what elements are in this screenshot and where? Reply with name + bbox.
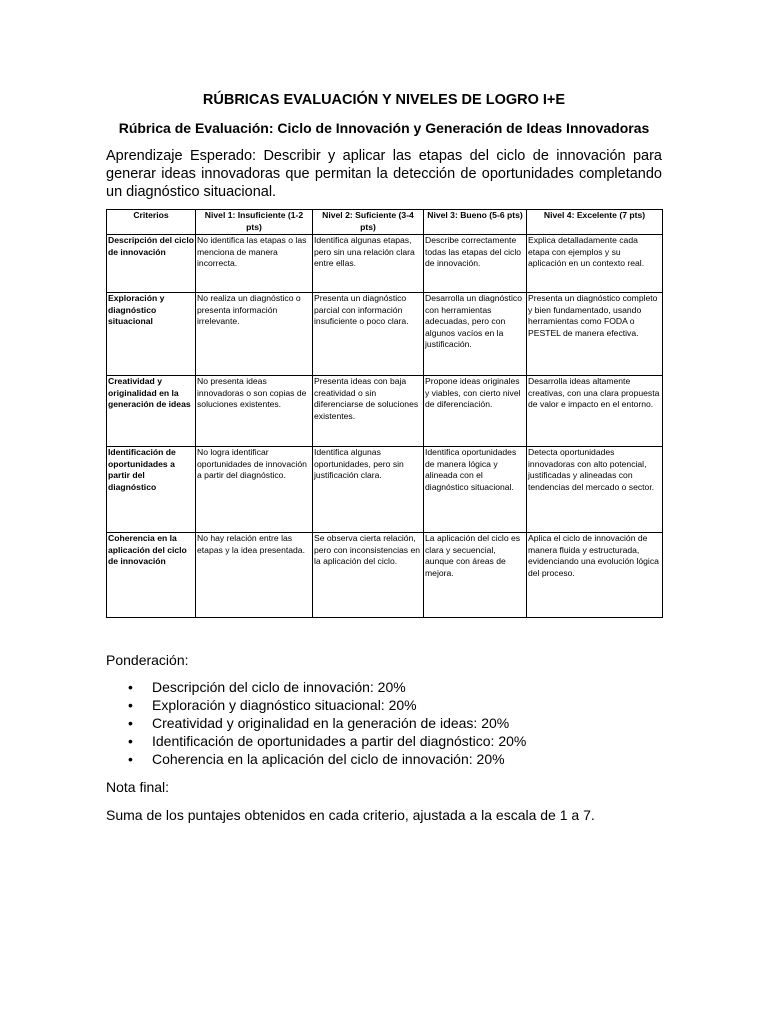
level-4-cell: Detecta oportunidades innovadoras con alto potencial, justificadas y alineadas con tendencias del mercado o sector. <box>527 447 663 533</box>
learning-outcome-paragraph: Aprendizaje Esperado: Describir y aplicar las etapas del ciclo de innovación para generar ideas innovadoras que permitan la detección de oportunidades completando un diagnóstico situacional. <box>106 148 662 200</box>
level-3-cell: Propone ideas originales y viables, con cierto nivel de diferenciación. <box>424 376 527 447</box>
header-nivel-3: Nivel 3: Bueno (5-6 pts) <box>424 210 527 235</box>
header-nivel-4: Nivel 4: Excelente (7 pts) <box>527 210 663 235</box>
weighting-item-text: Descripción del ciclo de innovación: 20% <box>152 679 406 695</box>
list-item <box>106 696 666 714</box>
weighting-item-text: Exploración y diagnóstico situacional: 20% <box>152 697 417 713</box>
criterion-cell: Coherencia en la aplicación del ciclo de innovación <box>107 533 196 618</box>
bullet-icon: • <box>128 751 133 767</box>
bullet-icon: • <box>128 715 133 731</box>
level-2-cell: Identifica algunas etapas, pero sin una relación clara entre ellas. <box>313 235 424 293</box>
weighting-item-text: Coherencia en la aplicación del ciclo de innovación: 20% <box>152 751 505 767</box>
level-4-cell: Presenta un diagnóstico completo y bien fundamentado, usando herramientas como FODA o PESTEL de manera efectiva. <box>527 293 663 376</box>
list-item <box>106 714 666 732</box>
list-item <box>106 678 666 696</box>
header-nivel-1: Nivel 1: Insuficiente (1-2 pts) <box>196 210 313 235</box>
rubric-table <box>106 209 663 618</box>
level-4-cell: Explica detalladamente cada etapa con ejemplos y su aplicación en un contexto real. <box>527 235 663 293</box>
table-row <box>107 376 663 447</box>
header-criterios: Criterios <box>107 210 196 235</box>
level-2-cell: Presenta ideas con baja creatividad o sin diferenciarse de soluciones existentes. <box>313 376 424 447</box>
bullet-icon: • <box>128 733 133 749</box>
criterion-cell: Exploración y diagnóstico situacional <box>107 293 196 376</box>
level-1-cell: No hay relación entre las etapas y la idea presentada. <box>196 533 313 618</box>
level-3-cell: Describe correctamente todas las etapas del ciclo de innovación. <box>424 235 527 293</box>
bullet-icon: • <box>128 679 133 695</box>
criterion-cell: Descripción del ciclo de innovación <box>107 235 196 293</box>
level-2-cell: Presenta un diagnóstico parcial con información insuficiente o poco clara. <box>313 293 424 376</box>
list-item <box>106 732 666 750</box>
table-row <box>107 447 663 533</box>
level-2-cell: Se observa cierta relación, pero con inconsistencias en la aplicación del ciclo. <box>313 533 424 618</box>
list-item <box>106 750 666 768</box>
header-nivel-2: Nivel 2: Suficiente (3-4 pts) <box>313 210 424 235</box>
final-grade-label: Nota final: <box>106 779 170 795</box>
weighting-item-text: Identificación de oportunidades a partir del diagnóstico: 20% <box>152 733 527 749</box>
level-1-cell: No logra identificar oportunidades de innovación a partir del diagnóstico. <box>196 447 313 533</box>
level-3-cell: Identifica oportunidades de manera lógica y alineada con el diagnóstico situacional. <box>424 447 527 533</box>
level-2-cell: Identifica algunas oportunidades, pero sin justificación clara. <box>313 447 424 533</box>
level-3-cell: Desarrolla un diagnóstico con herramientas adecuadas, pero con algunos vacíos en la justificación. <box>424 293 527 376</box>
final-grade-text: Suma de los puntajes obtenidos en cada criterio, ajustada a la escala de 1 a 7. <box>106 807 595 823</box>
level-4-cell: Aplica el ciclo de innovación de manera fluida y estructurada, evidenciando una evolución lógica del proceso. <box>527 533 663 618</box>
document-title: RÚBRICAS EVALUACIÓN Y NIVELES DE LOGRO I+E <box>202 92 566 108</box>
level-1-cell: No realiza un diagnóstico o presenta información irrelevante. <box>196 293 313 376</box>
level-4-cell: Desarrolla ideas altamente creativas, con una clara propuesta de valor e impacto en el entorno. <box>527 376 663 447</box>
table-row <box>107 235 663 293</box>
level-1-cell: No identifica las etapas o las menciona de manera incorrecta. <box>196 235 313 293</box>
level-1-cell: No presenta ideas innovadoras o son copias de soluciones existentes. <box>196 376 313 447</box>
table-row <box>107 293 663 376</box>
weighting-item-text: Creatividad y originalidad en la generación de ideas: 20% <box>152 715 510 731</box>
criterion-cell: Identificación de oportunidades a partir del diagnóstico <box>107 447 196 533</box>
criterion-cell: Creatividad y originalidad en la generación de ideas <box>107 376 196 447</box>
level-3-cell: La aplicación del ciclo es clara y secuencial, aunque con áreas de mejora. <box>424 533 527 618</box>
weighting-label: Ponderación: <box>106 652 189 668</box>
document-subtitle: Rúbrica de Evaluación: Ciclo de Innovación y Generación de Ideas Innovadoras <box>118 120 650 136</box>
table-row <box>107 533 663 618</box>
bullet-icon: • <box>128 697 133 713</box>
rubric-header-row <box>107 210 663 235</box>
weighting-list <box>106 678 666 768</box>
